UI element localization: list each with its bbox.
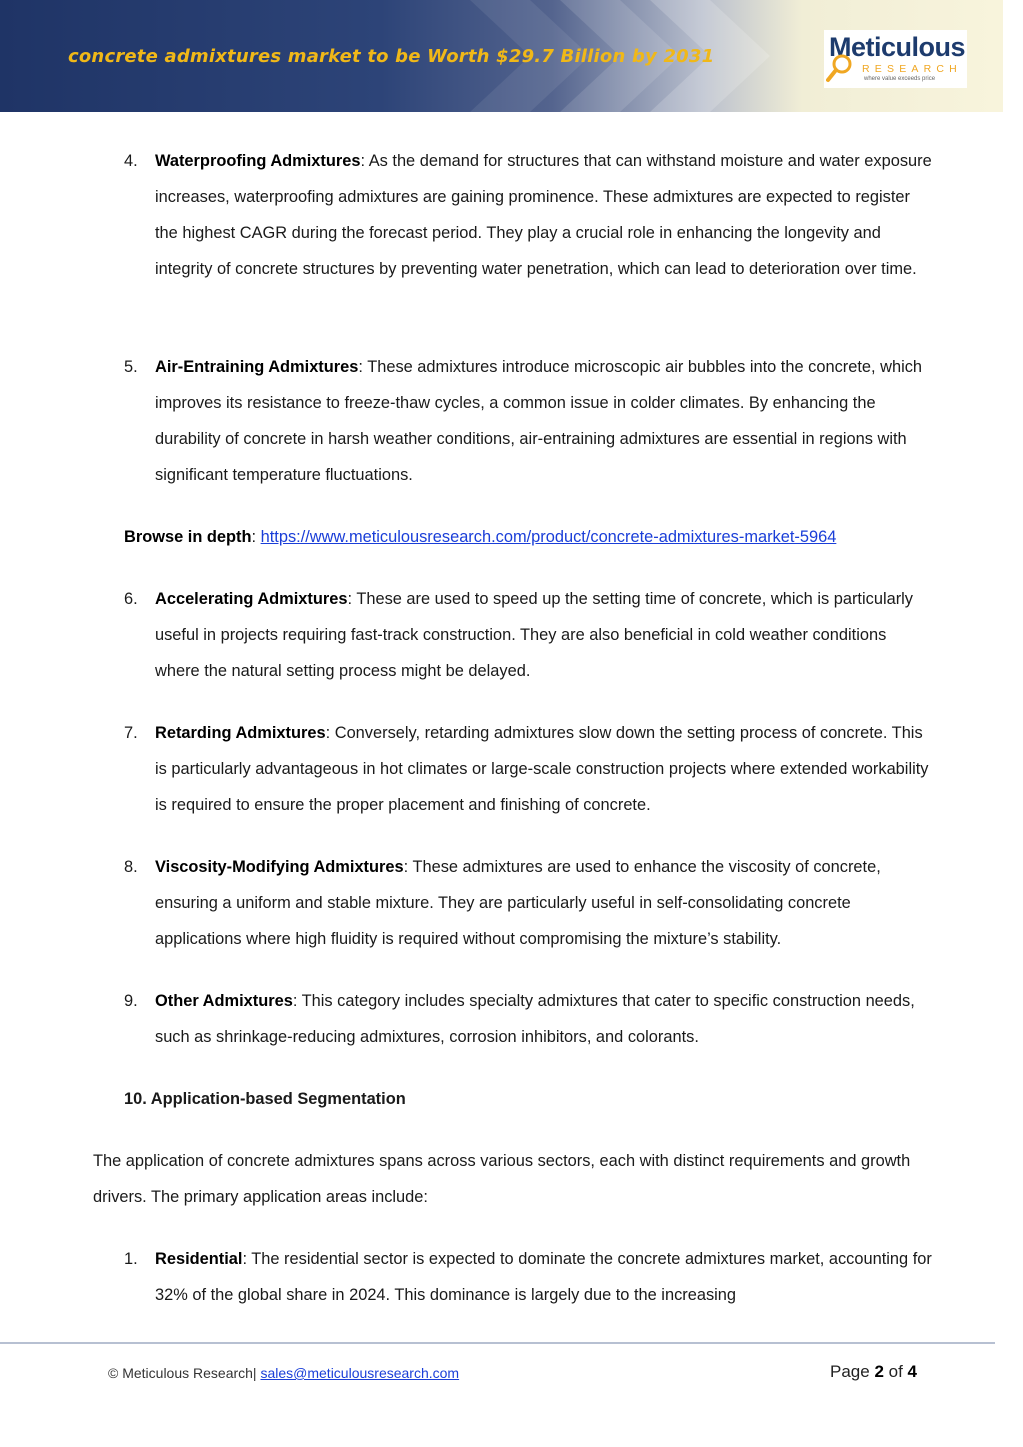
page-current: 2 xyxy=(874,1362,884,1381)
list-number: 5. xyxy=(124,358,138,376)
list-item xyxy=(124,1241,934,1313)
list-item xyxy=(124,143,934,287)
footer-divider xyxy=(0,1342,995,1344)
browse-separator: : xyxy=(251,528,261,546)
intro-paragraph: The application of concrete admixtures spans across various sectors, each with distinct requirements and growth drivers. The primary application areas include: xyxy=(93,1152,911,1206)
list-number: 8. xyxy=(124,858,138,876)
list-item xyxy=(124,349,934,493)
logo-tagline: where value exceeds price xyxy=(864,76,936,82)
email-link[interactable]: sales@meticulousresearch.com xyxy=(260,1365,460,1381)
list-number: 9. xyxy=(124,992,138,1010)
logo-wordmark: Meticulous xyxy=(829,32,966,62)
list-item-text: : These admixtures introduce microscopic air bubbles into the concrete, which improves its resistance to freeze-thaw cycles, a common issue in colder climates. By enhancing the durability of concrete in harsh weather conditions, air-entraining admixtures are essential in regions with significant temperature fluctuations. xyxy=(155,358,923,484)
company-logo xyxy=(824,30,967,88)
list-item-title: Retarding Admixtures xyxy=(155,724,326,742)
list-item-title: Waterproofing Admixtures xyxy=(155,152,361,170)
page-prefix: Page xyxy=(830,1362,875,1381)
list-item-text: : These admixtures are used to enhance the viscosity of concrete, ensuring a uniform and stable mixture. They are particularly useful in self-consolidating concrete applications where high fluidity is required without compromising the mixture’s stability. xyxy=(155,858,881,948)
browse-line xyxy=(124,519,934,555)
list-item-title: Viscosity-Modifying Admixtures xyxy=(155,858,404,876)
footer-copyright xyxy=(108,1365,459,1381)
magnifier-icon xyxy=(826,54,860,84)
page-header xyxy=(0,0,1003,112)
list-number: 4. xyxy=(124,152,138,170)
list-item-text: : This category includes specialty admixtures that cater to specific construction needs, such as shrinkage-reducing admixtures, corrosion inhibitors, and colorants. xyxy=(155,992,915,1046)
section-heading: 10. Application-based Segmentation xyxy=(124,1090,406,1108)
list-item xyxy=(124,581,934,689)
page-total: 4 xyxy=(907,1362,917,1381)
list-item-title: Air-Entraining Admixtures xyxy=(155,358,359,376)
header-title: concrete admixtures market to be Worth $29.7 Billion by 2031 xyxy=(68,46,715,67)
browse-link[interactable]: https://www.meticulousresearch.com/product/concrete-admixtures-market-5964 xyxy=(260,528,837,546)
copyright-text: © Meticulous Research| xyxy=(108,1365,261,1381)
list-item-text: : As the demand for structures that can withstand moisture and water exposure increases, waterproofing admixtures are gaining prominence. These admixtures are expected to register the highest CAGR during the forecast period. They play a crucial role in enhancing the longevity and integrity of concrete structures by preventing water penetration, which can lead to deterioration over time. xyxy=(155,152,932,278)
list-item-title: Accelerating Admixtures xyxy=(155,590,348,608)
list-item xyxy=(124,849,934,957)
list-number: 6. xyxy=(124,590,138,608)
list-number: 1. xyxy=(124,1250,138,1268)
list-item-text: : These are used to speed up the setting time of concrete, which is particularly useful in projects requiring fast-track construction. They are also beneficial in cold weather conditions where the natural setting process might be delayed. xyxy=(155,590,913,680)
list-item-text: : The residential sector is expected to dominate the concrete admixtures market, accounting for 32% of the global share in 2024. This dominance is largely due to the increasing xyxy=(155,1250,932,1304)
list-number: 7. xyxy=(124,724,138,742)
page-number xyxy=(830,1362,917,1382)
browse-label: Browse in depth xyxy=(124,528,252,546)
list-item-text: : Conversely, retarding admixtures slow down the setting process of concrete. This is particularly advantageous in hot climates or large-scale construction projects where extended workability is required to ensure the proper placement and finishing of concrete. xyxy=(155,724,929,814)
page-mid: of xyxy=(883,1362,908,1381)
logo-subtitle: RESEARCH xyxy=(862,63,962,75)
list-item-title: Other Admixtures xyxy=(155,992,293,1010)
list-item xyxy=(124,983,934,1055)
list-item-title: Residential xyxy=(155,1250,243,1268)
list-item xyxy=(124,715,934,823)
